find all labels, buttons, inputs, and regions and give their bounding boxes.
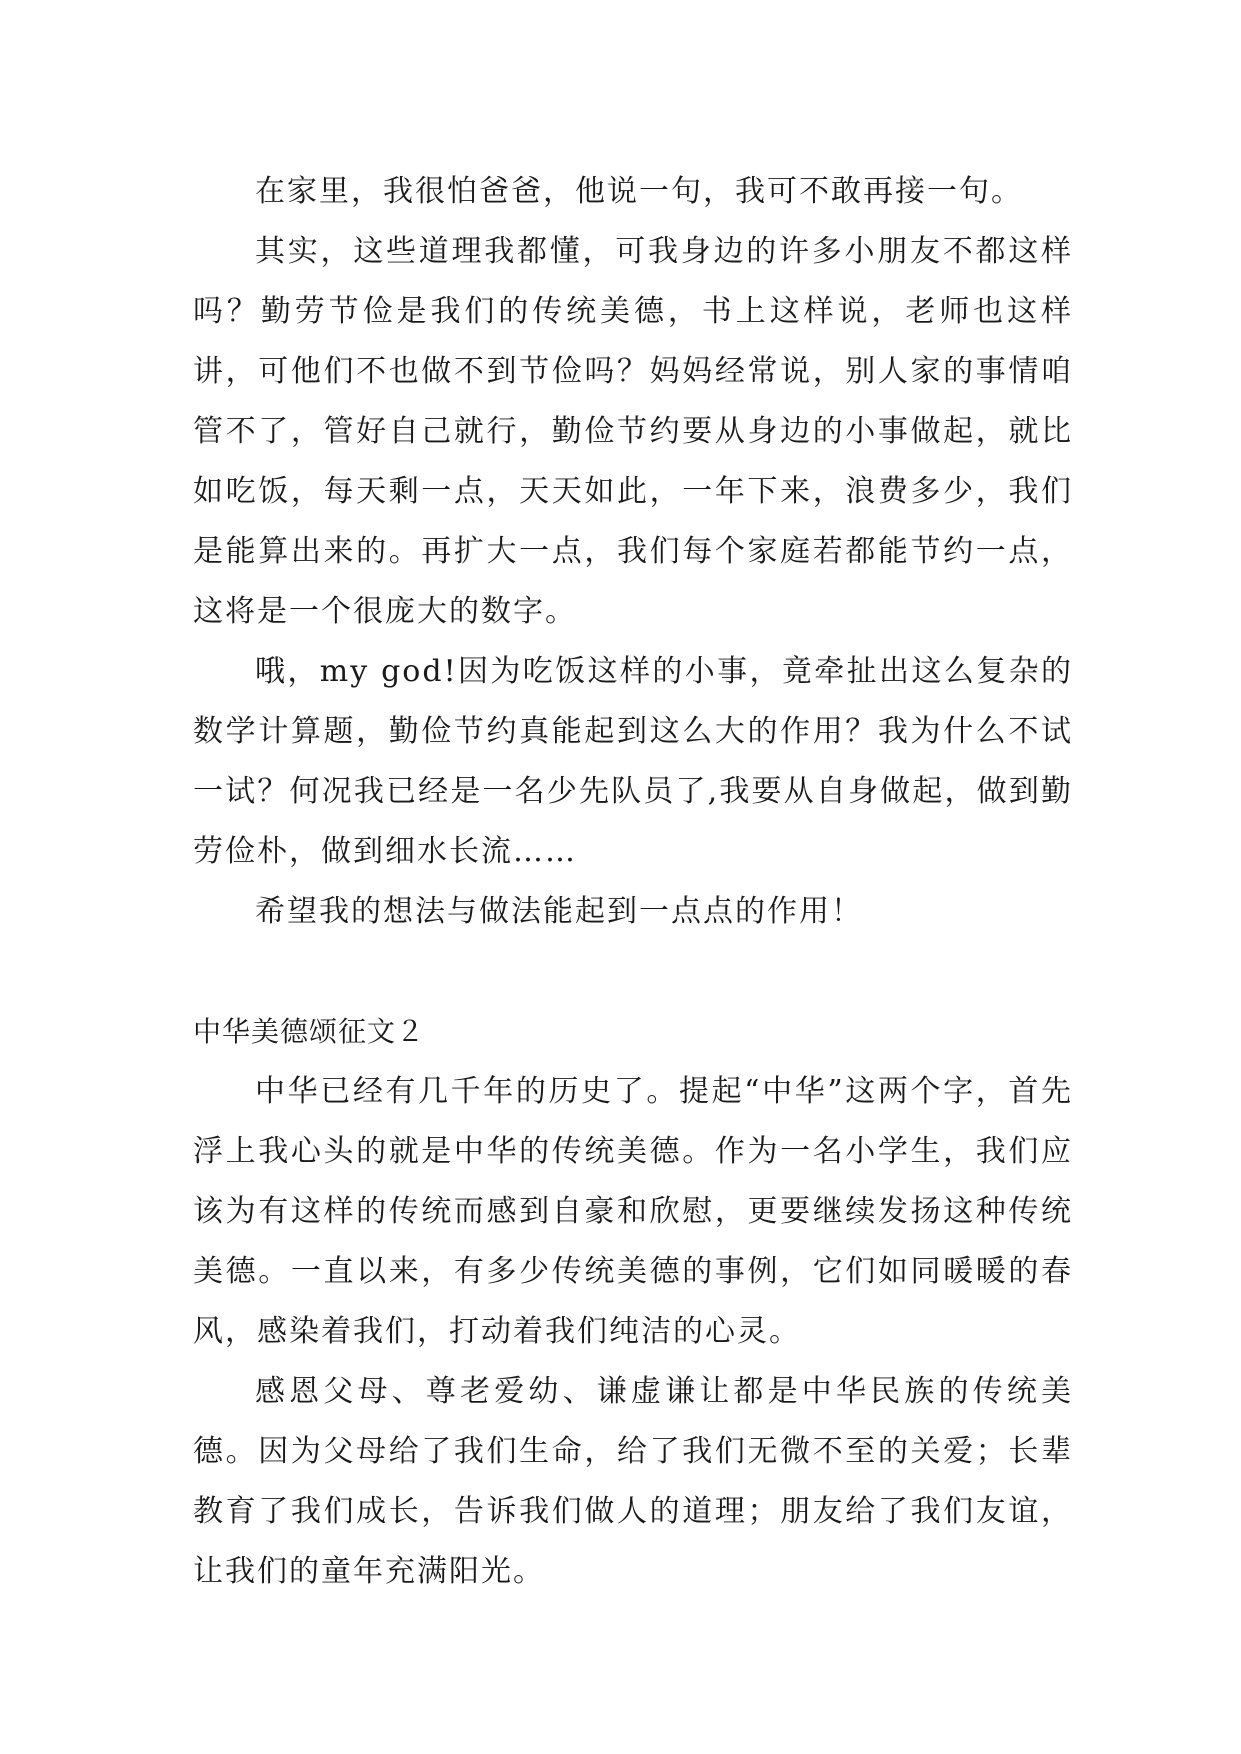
section-title: 中华美德颂征文２ xyxy=(193,1015,426,1048)
paragraph: 中华已经有几千年的历史了。提起“中华”这两个字，首先浮上我心头的就是中华的传统美德。作为一名小学生，我们应该为有这样的传统而感到自豪和欣慰，更要继续发扬这种传统美德。一直以来，有多少传统美德的事例，它们如同暖暖的春风，感染着我们，打动着我们纯洁的心灵。 xyxy=(193,1074,1073,1349)
paragraph: 哦，my god!因为吃饭这样的小事，竟牵扯出这么复杂的数学计算题，勤俭节约真能起到这么大的作用？我为什么不试一试？何况我已经是一名少先队员了,我要从自身做起，做到勤劳俭朴，做到细水长流…… xyxy=(193,654,1073,869)
paragraph: 在家里，我很怕爸爸，他说一句，我可不敢再接一句。 xyxy=(255,174,1023,209)
document-body xyxy=(193,162,1073,1602)
section-gap xyxy=(193,942,1073,1002)
paragraph: 感恩父母、尊老爱幼、谦虚谦让都是中华民族的传统美德。因为父母给了我们生命，给了我们无微不至的关爱；长辈教育了我们成长，告诉我们做人的道理；朋友给了我们友谊，让我们的童年充满阳光。 xyxy=(193,1374,1073,1589)
paragraph: 希望我的想法与做法能起到一点点的作用！ xyxy=(255,894,863,929)
paragraph: 其实，这些道理我都懂，可我身边的许多小朋友不都这样吗？勤劳节俭是我们的传统美德，书上这样说，老师也这样讲，可他们不也做不到节俭吗？妈妈经常说，别人家的事情咱管不了，管好自己就行，勤俭节约要从身边的小事做起，就比如吃饭，每天剩一点，天天如此，一年下来，浪费多少，我们是能算出来的。再扩大一点，我们每个家庭若都能节约一点，这将是一个很庞大的数字。 xyxy=(193,234,1073,629)
